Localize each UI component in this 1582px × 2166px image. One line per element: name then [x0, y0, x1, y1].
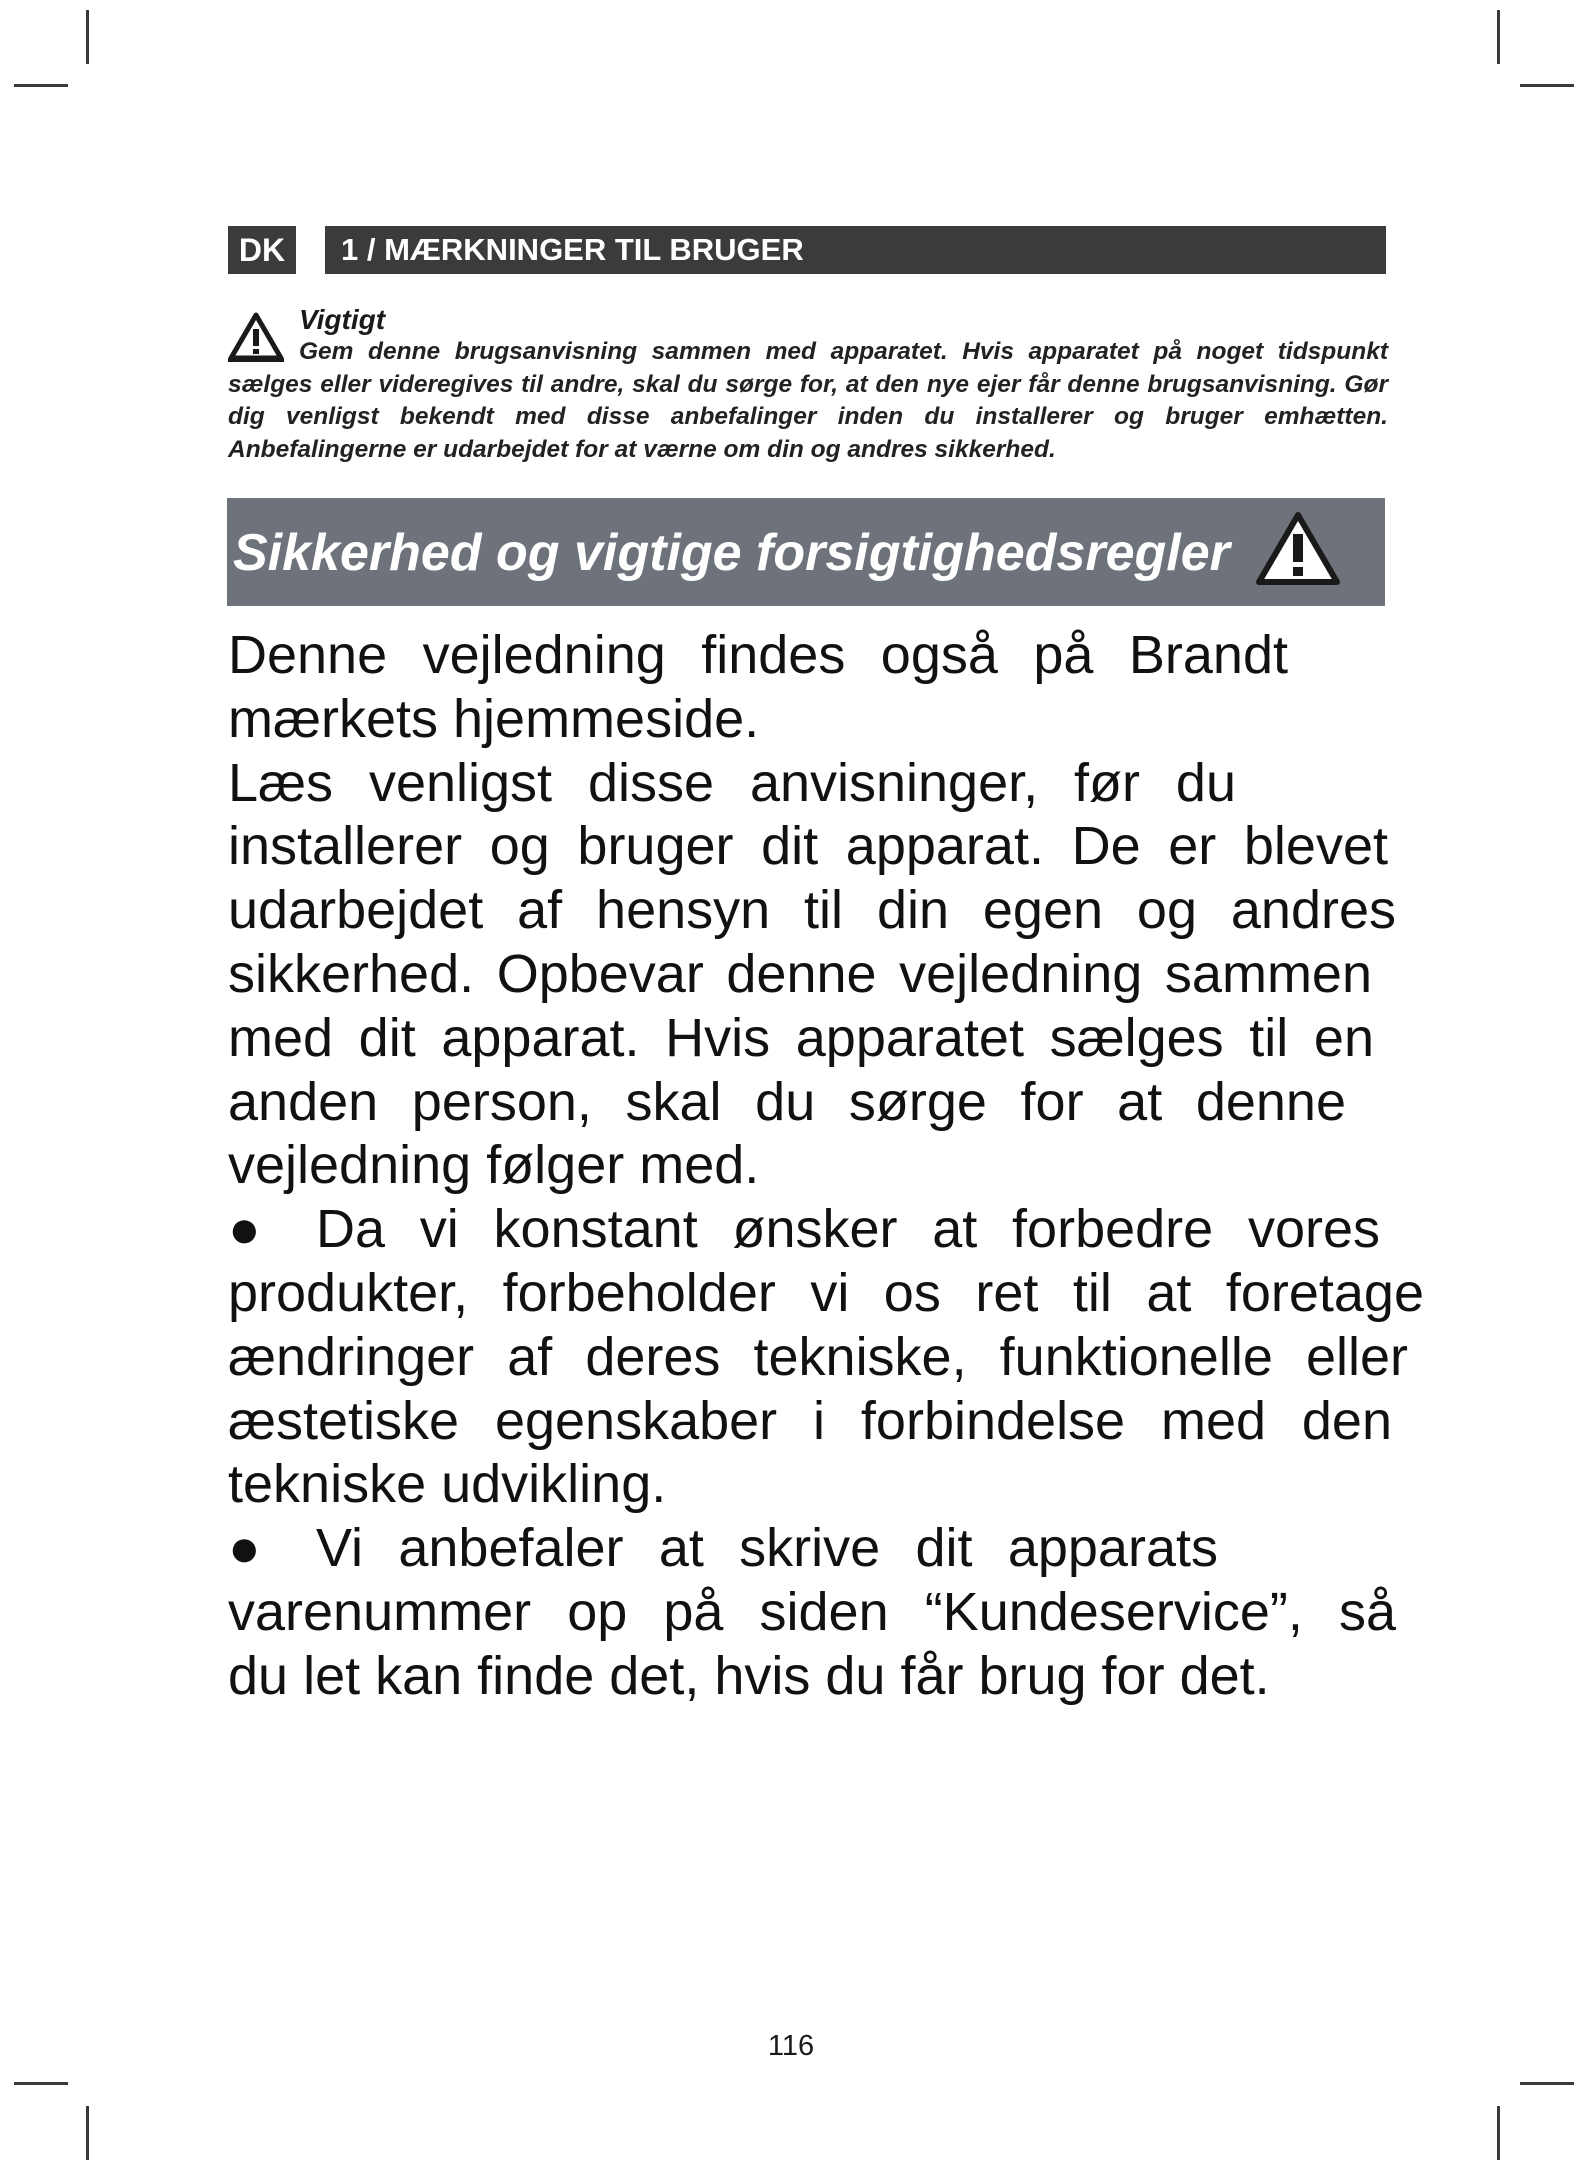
- body-line: Denne vejledning findes også på Brandt: [228, 625, 1288, 685]
- warning-icon: [1255, 510, 1341, 588]
- bullet-text: Da vi konstant ønsker at forbedre vores: [316, 1199, 1380, 1260]
- body-line: mærkets hjemmeside.: [228, 688, 760, 749]
- body-line: tekniske udvikling.: [228, 1454, 667, 1515]
- body-line: æstetiske egenskaber i forbindelse med den: [228, 1390, 1392, 1451]
- body-line: du let kan finde det, hvis du får brug for det.: [228, 1645, 1270, 1706]
- crop-mark: [1520, 84, 1574, 87]
- body-line: produkter, forbeholder vi os ret til at foretage: [228, 1262, 1424, 1323]
- language-badge: DK: [228, 226, 296, 274]
- body-line: Læs venligst disse anvisninger, før du: [228, 752, 1236, 813]
- crop-mark: [86, 10, 89, 64]
- page-number: 116: [767, 2030, 815, 2062]
- section-heading: Sikkerhed og vigtige forsigtighedsregler: [233, 524, 1230, 582]
- body-line: sikkerhed. Opbevar denne vejledning sammen: [228, 943, 1372, 1004]
- important-text: Gem denne brugsanvisning sammen med apparatet. Hvis apparatet på noget tidspunkt sælges eller videregives til andre, skal du sørge for, at den nye ejer får denne brugsanvisning. Gør dig venligst bekendt med disse anbefalinger inden du installerer og bruger emhætten. Anbefalingerne er udarbejdet for at værne om din og andres sikkerhed.: [228, 338, 1388, 463]
- body-line: varenummer op på siden “Kundeservice”, så: [228, 1581, 1396, 1642]
- body-line: med dit apparat. Hvis apparatet sælges til en: [228, 1007, 1374, 1068]
- body-line: installerer og bruger dit apparat. De er blevet: [228, 816, 1388, 877]
- crop-mark: [14, 84, 68, 87]
- crop-mark: [86, 2106, 89, 2160]
- bullet-text: Vi anbefaler at skrive dit apparats: [316, 1518, 1218, 1579]
- bullet-icon: ●: [228, 1518, 261, 1579]
- body-line: ændringer af deres tekniske, funktionelle eller: [228, 1326, 1408, 1387]
- crop-mark: [1497, 10, 1500, 64]
- crop-mark: [1520, 2082, 1574, 2085]
- bullet-icon: ●: [228, 1199, 261, 1260]
- body-line: udarbejdet af hensyn til din egen og andres: [228, 880, 1396, 941]
- crop-mark: [1497, 2106, 1500, 2160]
- important-title: Vigtigt: [299, 304, 386, 335]
- section-heading-bar: [227, 498, 1385, 606]
- bullet-item: [228, 1198, 1380, 1262]
- crop-mark: [14, 2082, 68, 2085]
- body-line: vejledning følger med.: [228, 1135, 760, 1196]
- bullet-item: [228, 1517, 1218, 1581]
- body-line: anden person, skal du sørge for at denne: [228, 1071, 1346, 1132]
- body-text: [228, 624, 1424, 1709]
- chapter-header: 1 / MÆRKNINGER TIL BRUGER: [325, 226, 1386, 274]
